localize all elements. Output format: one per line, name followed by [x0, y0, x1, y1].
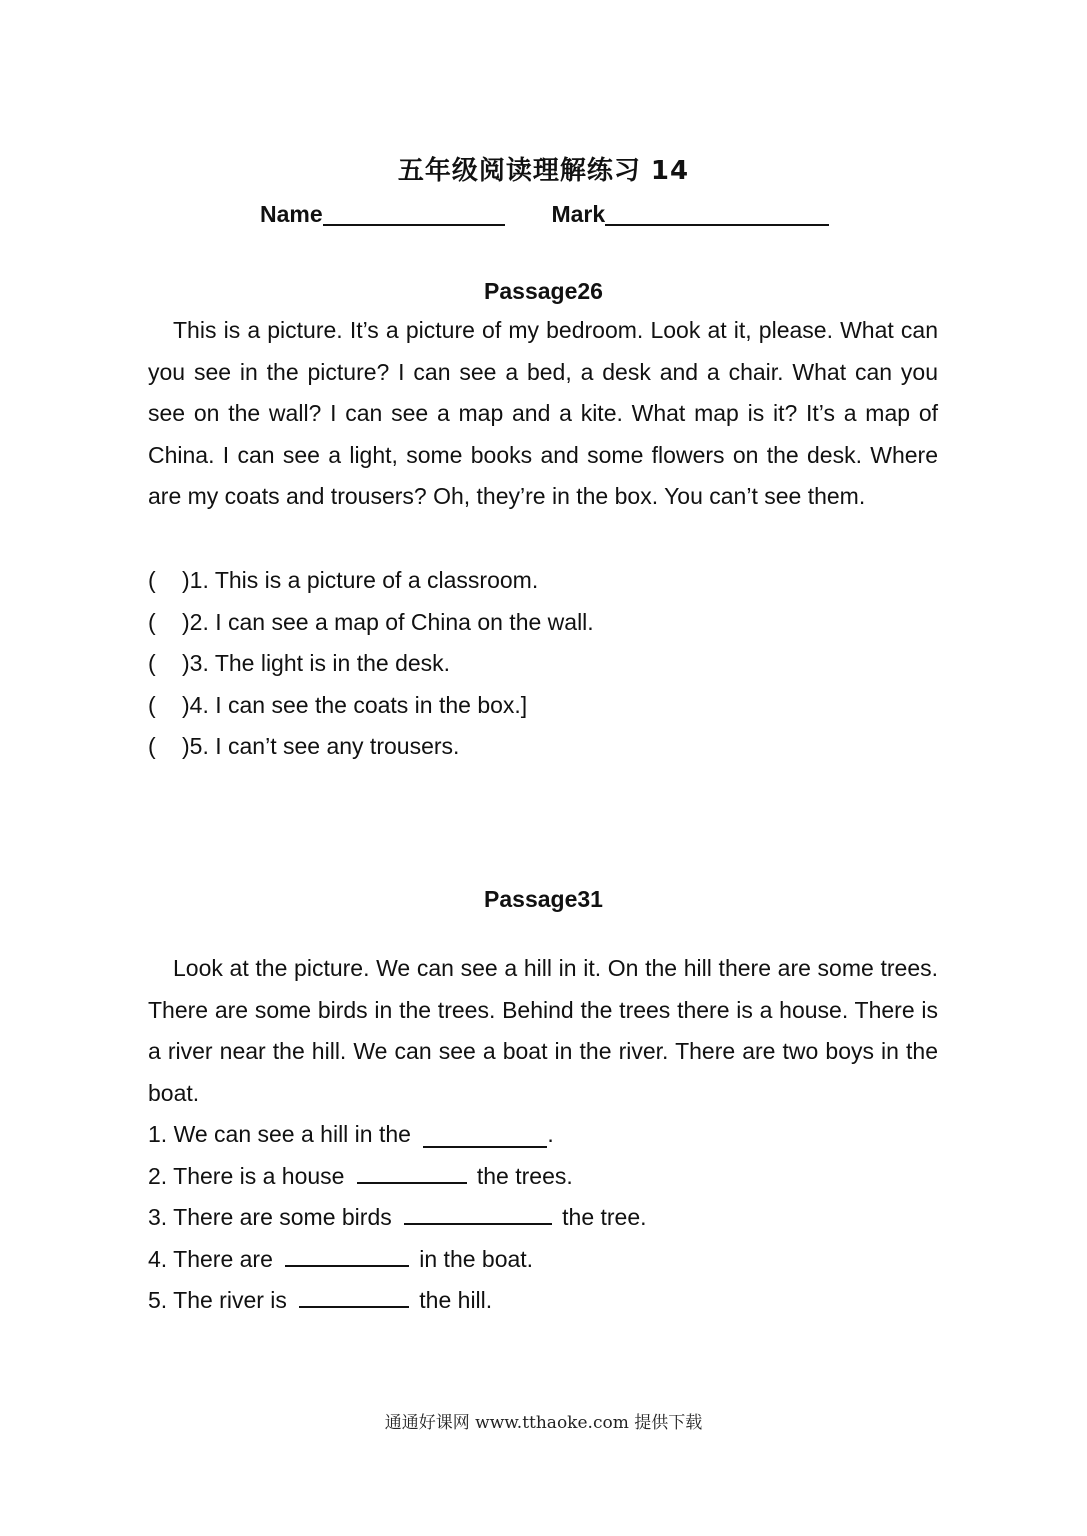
question-item[interactable]	[148, 685, 938, 727]
question-item[interactable]	[148, 726, 938, 768]
question-text: the tree.	[562, 1204, 647, 1231]
question-item	[148, 1114, 938, 1156]
answer-blank[interactable]	[423, 1122, 547, 1148]
question-item	[148, 1239, 938, 1281]
question-item[interactable]	[148, 602, 938, 644]
question-text: the hill.	[419, 1287, 493, 1314]
passage-heading: Passage31	[484, 886, 603, 912]
name-mark-row	[260, 198, 860, 228]
footer-credit: 通通好课网 www.tthaoke.com 提供下载	[384, 1413, 703, 1433]
true-false-questions	[148, 560, 938, 768]
answer-paren: (	[148, 567, 156, 593]
question-text: 1. We can see a hill in the	[148, 1121, 411, 1147]
question-item[interactable]	[148, 560, 938, 602]
name-label: Name	[260, 201, 323, 227]
answer-blank[interactable]	[285, 1241, 409, 1267]
question-text: )5. I can’t see any trousers.	[182, 733, 460, 760]
name-blank[interactable]	[323, 198, 505, 226]
answer-blank[interactable]	[357, 1158, 467, 1184]
answer-paren: (	[148, 733, 156, 760]
question-text: 4. There are	[148, 1245, 273, 1272]
answer-paren: (	[148, 691, 156, 718]
question-text: 5. The river is	[148, 1287, 287, 1314]
question-text: )2. I can see a map of China on the wall.	[182, 608, 594, 635]
question-text: the trees.	[476, 1162, 573, 1189]
page-title: 五年级阅读理解练习 14	[397, 156, 690, 186]
answer-paren: (	[148, 650, 156, 677]
answer-blank[interactable]	[299, 1282, 409, 1308]
fill-in-questions	[148, 1114, 938, 1322]
mark-blank[interactable]	[605, 198, 829, 226]
passage-text: Look at the picture. We can see a hill in it. On the hill there are some trees. There are some birds in the trees. Behind the trees there is a house. There is a river near the hill. We can see a boat in the river. There are two boys in the boat.	[148, 955, 938, 1106]
question-text: )3. The light is in the desk.	[182, 650, 451, 677]
question-item	[148, 1280, 938, 1322]
passage-text: This is a picture. It’s a picture of my bedroom. Look at it, please. What can you see in the picture? I can see a bed, a desk and a chair. What can you see on the wall? I can see a map and a kite. What map is it? It’s a map of China. I can see a light, some books and some flowers on the desk. Where are my coats and trousers? Oh, they’re in the box. You can’t see them.	[148, 317, 938, 510]
question-text: 3. There are some birds	[148, 1204, 392, 1231]
passage-heading: Passage26	[484, 278, 603, 304]
question-text: )4. I can see the coats in the box.]	[182, 691, 528, 718]
question-text: .	[547, 1121, 554, 1147]
question-item	[148, 1197, 938, 1239]
question-text: 2. There is a house	[148, 1162, 345, 1189]
mark-label: Mark	[551, 201, 606, 227]
answer-blank[interactable]	[404, 1199, 552, 1225]
question-item[interactable]	[148, 643, 938, 685]
answer-paren: (	[148, 608, 156, 635]
question-text: in the boat.	[419, 1245, 534, 1272]
question-text: )1. This is a picture of a classroom.	[182, 567, 539, 593]
question-item	[148, 1156, 938, 1198]
